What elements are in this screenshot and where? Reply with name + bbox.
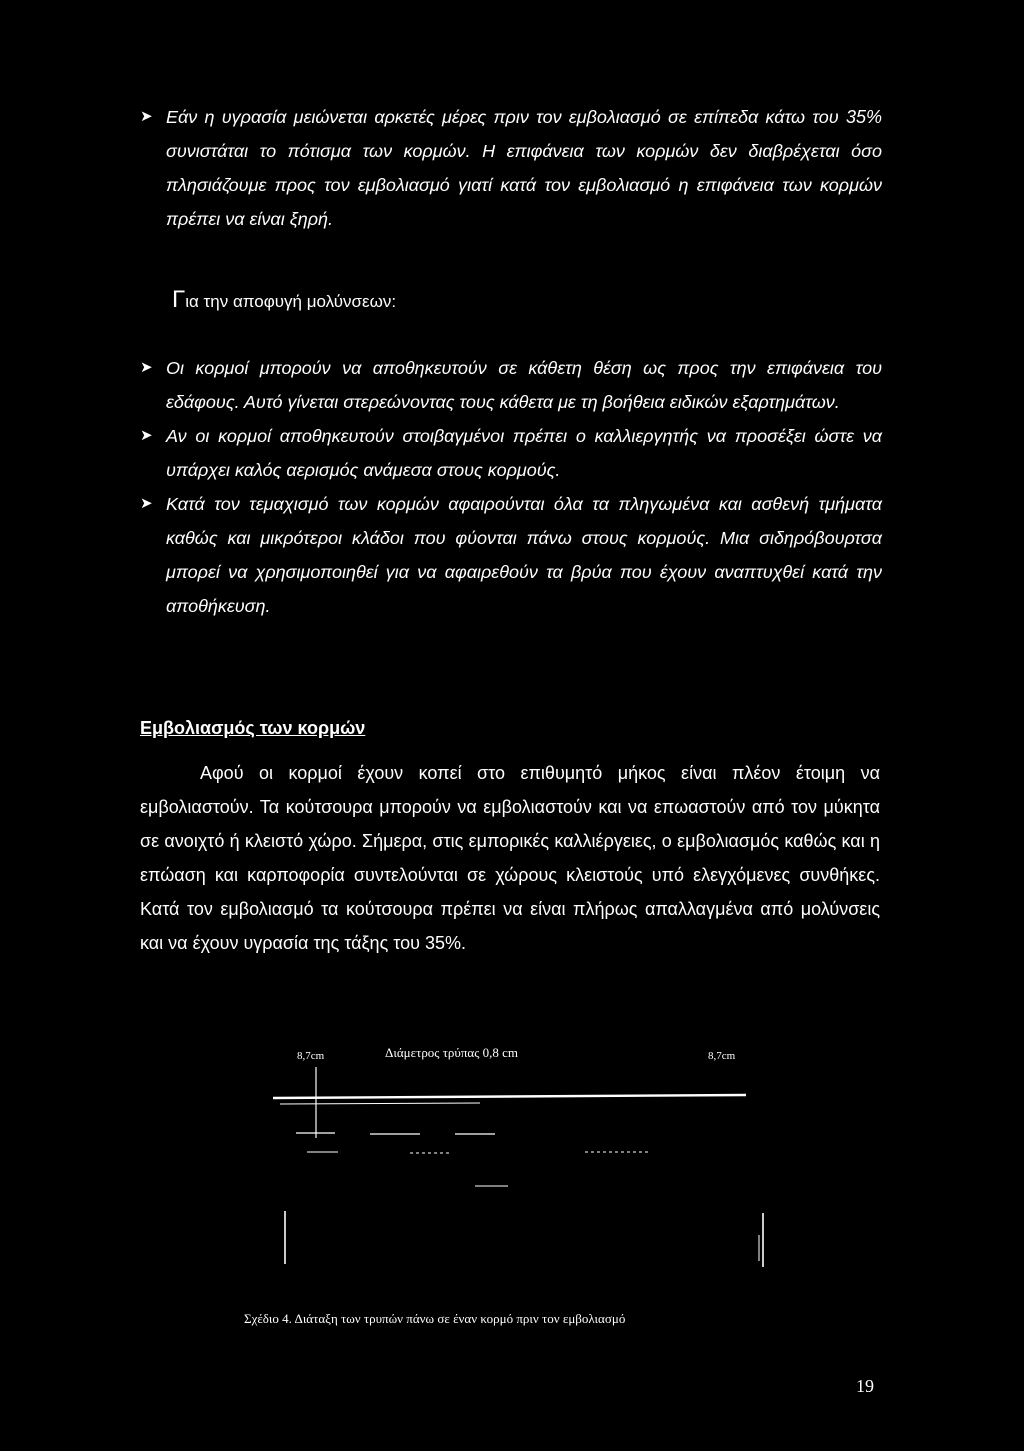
intro-heading-rest: ια την αποφυγή μολύνσεων:	[185, 292, 397, 311]
section-paragraph: Αφού οι κορμοί έχουν κοπεί στο επιθυμητό μήκος είναι πλέον έτοιμη να εμβολιαστούν. Τα κούτσουρα μπορούν να εμβολιαστούν και να επωαστούν από τον μύκητα σε ανοιχτό ή κλειστό χώρο. Σήμερα, στις εμπορικές καλλιέργειες, ο εμβολιασμός καθώς και η επώαση και καρποφορία συντελούνται σε χώρους κλειστούς υπό ελεγχόμενες συνθήκες. Κατά τον εμβολιασμό τα κούτσουρα πρέπει να είναι πλήρως απαλλαγμένα από μολύνσεις και να έχουν υγρασία της τάξης του 35%.	[140, 763, 880, 953]
bullet-item	[140, 419, 882, 487]
bullet-item	[140, 487, 882, 623]
hole-layout-diagram	[250, 1035, 810, 1275]
arrow-bullet-icon: ➤	[140, 427, 153, 444]
arrow-bullet-icon: ➤	[140, 108, 153, 125]
page-number: 19	[856, 1376, 874, 1396]
caption-prefix: Σχέδιο 4.	[244, 1311, 292, 1326]
arrow-bullet-icon: ➤	[140, 359, 153, 376]
log-top-line	[273, 1095, 746, 1098]
arrow-bullet-icon: ➤	[140, 495, 153, 512]
bullet-text: Οι κορμοί μπορούν να αποθηκευτούν σε κάθετη θέση ως προς την επιφάνεια του εδάφους. Αυτό γίνεται στερεώνοντας τους κάθετα με τη βοήθεια ειδικών εξαρτημάτων.	[166, 358, 882, 412]
bullet-item	[140, 351, 882, 419]
bullet-item	[140, 100, 882, 236]
bullet-text: Κατά τον τεμαχισμό των κορμών αφαιρούνται όλα τα πληγωμένα και ασθενή τμήματα καθώς και μικρότεροι κλάδοι που φύονται πάνω στους κορμούς. Μια σιδηρόβουρτσα μπορεί να χρησιμοποιηθεί για να αφαιρεθούν τα βρύα που έχουν αναπτυχθεί κατά την αποθήκευση.	[166, 494, 882, 616]
caption-text: Διάταξη των τρυπών πάνω σε έναν κορμό πριν τον εμβολιασμό	[291, 1311, 626, 1326]
intro-heading-first-letter: Γ	[172, 286, 186, 313]
right-distance-label: 8,7cm	[708, 1050, 736, 1062]
bullet-text: Εάν η υγρασία μειώνεται αρκετές μέρες πριν τον εμβολιασμό σε επίπεδα κάτω του 35% συνιστάται το πότισμα των κορμών. Η επιφάνεια των κορμών δεν διαβρέχεται όσο πλησιάζουμε προς τον εμβολιασμό γιατί κατά τον εμβολιασμό η επιφάνεια των κορμών πρέπει να είναι ξηρή.	[166, 107, 882, 229]
section-title: Εμβολιασμός των κορμών	[140, 718, 366, 738]
intro-heading	[172, 283, 396, 319]
figure-caption	[244, 1309, 625, 1329]
bullet-text: Αν οι κορμοί αποθηκευτούν στοιβαγμένοι πρέπει ο καλλιεργητής να προσέξει ώστε να υπάρχει καλός αερισμός ανάμεσα στους κορμούς.	[166, 426, 882, 480]
hole-diameter-label: Διάμετρος τρύπας 0,8 cm	[385, 1045, 519, 1060]
log-top-line-shadow	[280, 1103, 480, 1104]
top-bullet-list	[140, 100, 882, 236]
left-distance-label: 8,7cm	[297, 1050, 325, 1062]
bullet-list	[140, 351, 882, 623]
